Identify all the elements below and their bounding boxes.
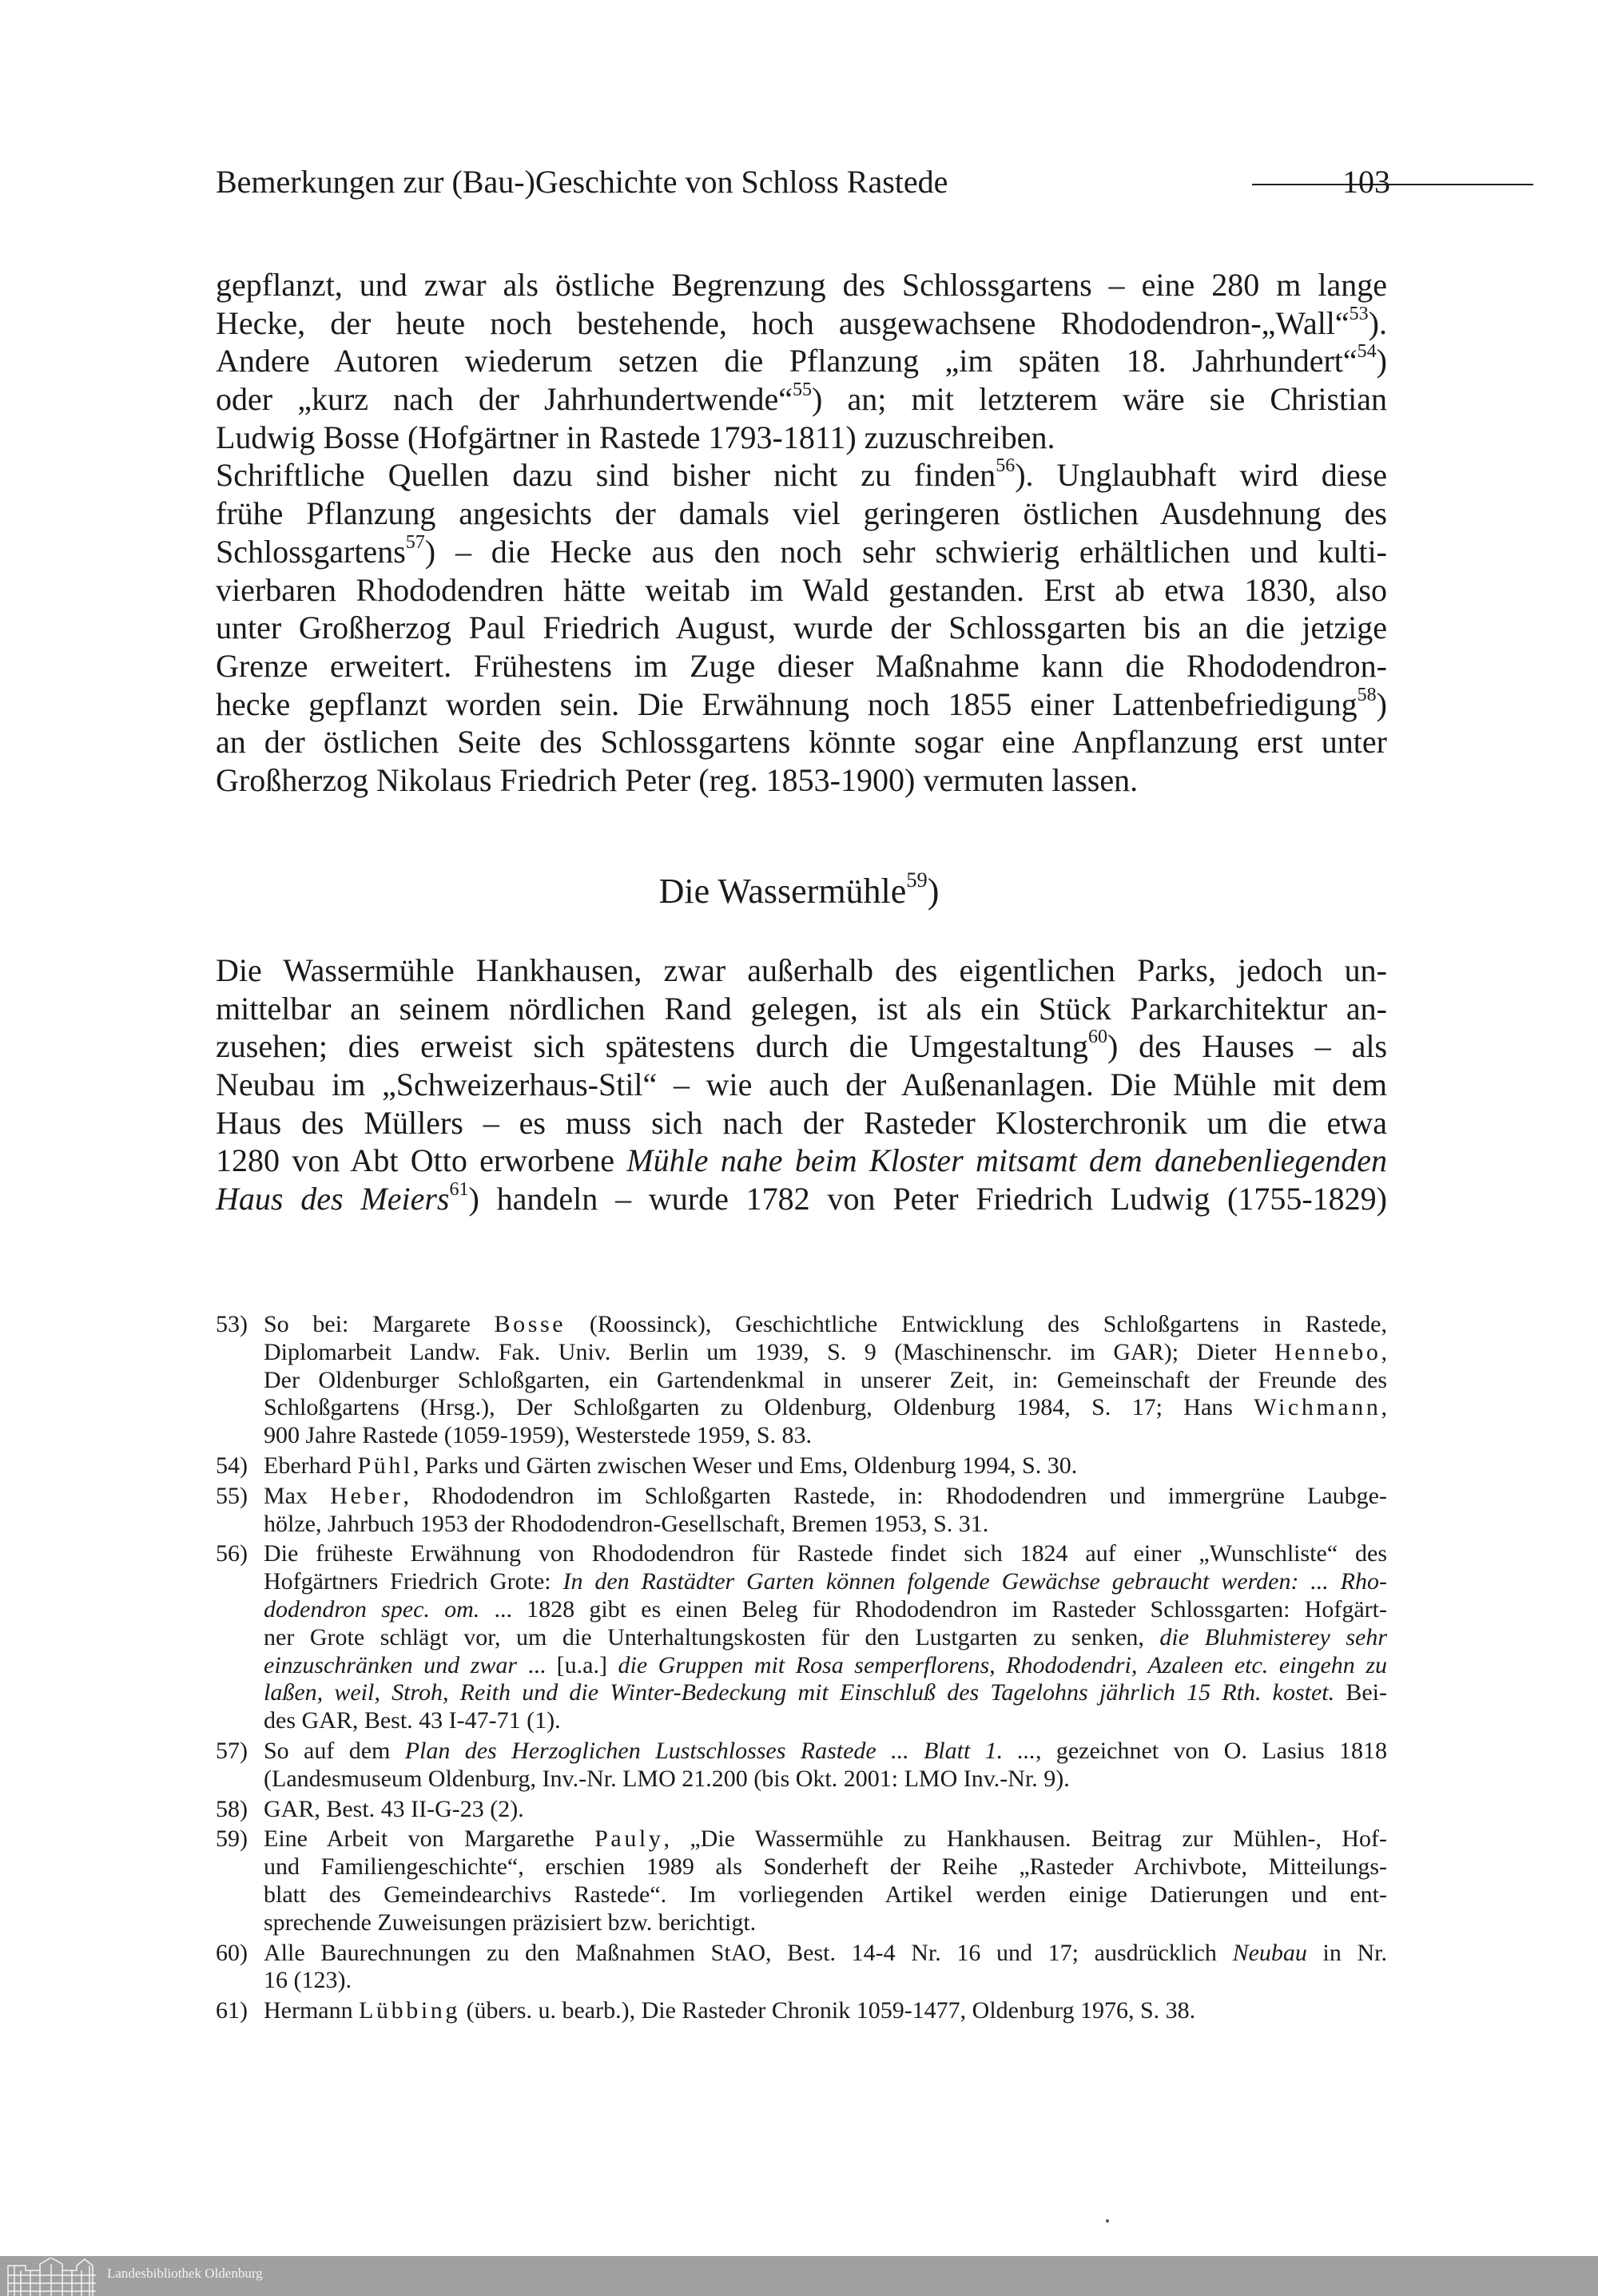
text-line (264, 1540, 1387, 1568)
text-line (264, 1652, 1387, 1680)
text: ... 1828 gibt es einen Beleg für Rhododendron im Rasteder Schlossgarten: Hofgärt- (479, 1595, 1387, 1623)
footnote-ref[interactable]: 61 (449, 1179, 469, 1201)
text: 1280 von Abt Otto erworbene (216, 1142, 627, 1179)
text: Max (264, 1482, 331, 1509)
text: gepflanzt, und zwar als östliche Begrenzung des Schlossgartens – eine 280 m lange (216, 267, 1387, 303)
text-line (264, 1853, 1387, 1881)
text: ) (1376, 685, 1387, 722)
text: ... [u.a.] (517, 1651, 618, 1678)
text-line (216, 609, 1387, 647)
text-line (264, 1707, 1387, 1735)
text-line (264, 1483, 1387, 1511)
text-line (216, 761, 1387, 800)
italic-text: In den Rastädter Garten können folgende Gewächse gebraucht werden: ... Rho- (562, 1568, 1387, 1595)
text: ) (1376, 343, 1387, 379)
footnote-ref[interactable]: 55 (793, 379, 813, 401)
text: ) des Hauses – als (1107, 1028, 1388, 1065)
author-name: Hennebo (1274, 1338, 1381, 1365)
header-rule (1252, 184, 1533, 185)
text-line (216, 990, 1387, 1028)
text: (übers. u. bearb.), Die Rasteder Chronik 1059-1477, Oldenburg 1976, S. 38. (460, 1997, 1196, 2024)
footnote-number: 60) (216, 1939, 248, 1966)
section-heading-text: Die Wassermühle (658, 872, 907, 911)
footnotes (216, 1311, 1387, 2028)
text: oder „kurz nach der Jahrhundertwende“ (216, 381, 793, 418)
text: Hofgärtners Friedrich Grote: (264, 1568, 563, 1595)
footnote (216, 1796, 1387, 1824)
italic-text: laßen, weil, Stroh, Reith und die Winter-Bedeckung mit Einschluß des Tagelohns jährlich 15 Rth. kostet. (264, 1679, 1335, 1706)
text-line (264, 1339, 1387, 1367)
text: , Rhododendron im Schloßgarten Rastede, in: Rhododendren und immergrüne Laubge- (403, 1482, 1387, 1509)
text: und Familiengeschichte“, erschien 1989 als Sonderheft der Reihe „Rasteder Archivbote, Mitteilungs- (264, 1853, 1387, 1881)
footnote (216, 1738, 1387, 1794)
running-header (216, 160, 1390, 205)
author-name: Pühl (357, 1452, 413, 1479)
text: 900 Jahre Rastede (1059-1959), Westerstede 1959, S. 83. (264, 1422, 813, 1449)
text: ). Unglaubhaft wird diese (1015, 457, 1387, 494)
text: vierbaren Rhododendren hätte weitab im Wald gestanden. Erst ab etwa 1830, also (216, 571, 1387, 608)
text-line (216, 380, 1387, 419)
text: Ludwig Bosse (Hofgärtner in Rastede 1793-1811) zuzuschreiben. (216, 419, 1055, 455)
footnote-ref[interactable]: 58 (1357, 684, 1377, 705)
text-line (264, 1452, 1387, 1480)
text: zusehen; dies erweist sich spätestens durch die Umgestaltung (216, 1028, 1088, 1065)
text: Diplomarbeit Landw. Fak. Univ. Berlin um 1939, S. 9 (Maschinenschr. im GAR); Dieter (264, 1338, 1274, 1365)
body-paragraph-1 (216, 266, 1387, 800)
text: Alle Baurechnungen zu den Maßnahmen StAO, Best. 14-4 Nr. 16 und 17; ausdrücklich (264, 1939, 1233, 1966)
text: So auf dem (264, 1737, 405, 1764)
footnote-number: 53) (216, 1311, 248, 1337)
author-name: Pauly (594, 1825, 664, 1853)
text: Schloßgartens (Hrsg.), Der Schloßgarten zu Oldenburg, Oldenburg 1984, S. 17; Hans (264, 1394, 1254, 1421)
text-line (264, 1568, 1387, 1596)
text: GAR, Best. 43 II-G-23 (2). (264, 1795, 524, 1822)
text: Der Oldenburger Schloßgarten, ein Gartendenkmal in unserer Zeit, in: Gemeinschaft der Freunde des (264, 1366, 1387, 1393)
author-name: Bosse (494, 1311, 566, 1337)
text: (Landesmuseum Oldenburg, Inv.-Nr. LMO 21.200 (bis Okt. 2001: LMO Inv.-Nr. 9). (264, 1765, 1070, 1792)
footnote (216, 1311, 1387, 1450)
text: (Roossinck), Geschichtliche Entwicklung des Schloßgartens in Rastede, (566, 1311, 1387, 1337)
text-line (264, 1967, 1387, 1995)
text-line (216, 571, 1387, 610)
text-line (216, 456, 1387, 495)
text-line (216, 266, 1387, 304)
footnote-number: 59) (216, 1825, 248, 1853)
text-line (216, 419, 1387, 457)
text: 16 (123). (264, 1967, 352, 1994)
text: , „Die Wassermühle zu Hankhausen. Beitrag zur Mühlen-, Hof- (663, 1825, 1387, 1853)
text: an der östlichen Seite des Schlossgartens könnte sogar eine Anpflanzung erst unter (216, 724, 1387, 761)
text-line (264, 1511, 1387, 1539)
text: frühe Pflanzung angesichts der damals viel geringeren östlichen Ausdehnung des (216, 495, 1387, 532)
text-line (264, 1997, 1387, 2025)
text-line (264, 1596, 1387, 1624)
text-line (264, 1766, 1387, 1794)
italic-text: Mühle nahe beim Kloster mitsamt dem danebenliegenden (626, 1142, 1387, 1179)
footnote (216, 1483, 1387, 1539)
text: ) – die Hecke aus den noch sehr schwierig erhältlichen und kulti- (424, 533, 1387, 570)
text-line (216, 533, 1387, 571)
footnote-ref[interactable]: 53 (1349, 303, 1369, 324)
text: unter Großherzog Paul Friedrich August, wurde der Schlossgarten bis an die jetzige (216, 610, 1387, 646)
text: Grenze erweitert. Frühestens im Zuge dieser Maßnahme kann die Rhododendron- (216, 647, 1387, 684)
text-line (216, 495, 1387, 533)
footnote-ref[interactable]: 54 (1357, 341, 1377, 363)
speck (1106, 2219, 1109, 2223)
text: , Parks und Gärten zwischen Weser und Ems, Oldenburg 1994, S. 30. (412, 1452, 1078, 1479)
text-line (216, 1142, 1387, 1180)
footnote (216, 1997, 1387, 2025)
author-name: Heber (330, 1482, 403, 1509)
text-line (264, 1796, 1387, 1824)
footnote-number: 54) (216, 1452, 248, 1479)
text-line (264, 1738, 1387, 1766)
text-line (264, 1679, 1387, 1707)
text-line (216, 1180, 1387, 1218)
text-line (264, 1422, 1387, 1450)
running-title: Bemerkungen zur (Bau-)Geschichte von Schloss Rastede (216, 164, 948, 200)
italic-text: einzuschränken und zwar (264, 1651, 518, 1678)
body-paragraph-2 (216, 951, 1387, 1218)
text: ner Grote schlägt vor, um die Unterhaltungskosten für den Lustgarten zu senken, (264, 1623, 1160, 1650)
text-line (216, 647, 1387, 685)
text: Die Wassermühle Hankhausen, zwar außerhalb des eigentlichen Parks, jedoch un- (216, 952, 1387, 988)
text: Bei- (1334, 1679, 1388, 1706)
footnote (216, 1540, 1387, 1735)
text-line (264, 1940, 1387, 1968)
text: ) handeln – wurde 1782 von Peter Friedrich Ludwig (1755-1829) (468, 1181, 1387, 1218)
text-line (216, 1104, 1387, 1142)
text-line (264, 1367, 1387, 1395)
library-building-icon (6, 2258, 98, 2296)
text: Schlossgartens (216, 533, 406, 570)
italic-text: Plan des Herzoglichen Lustschlosses Rastede ... Blatt 1. ... (404, 1737, 1036, 1764)
italic-text: die Bluhmisterey sehr (1159, 1623, 1387, 1650)
text: ) an; mit letzterem wäre sie Christian (812, 381, 1387, 418)
text: Schriftliche Quellen dazu sind bisher nicht zu finden (216, 457, 996, 494)
footnote-number: 55) (216, 1482, 248, 1509)
footnote-ref[interactable]: 60 (1087, 1027, 1107, 1048)
footnote-number: 58) (216, 1795, 248, 1822)
text-line (264, 1825, 1387, 1853)
section-heading-close: ) (927, 872, 940, 911)
author-name: Lübbing (359, 1997, 460, 2024)
text: des GAR, Best. 43 I-47-71 (1). (264, 1707, 561, 1734)
italic-text: Haus des Meiers (216, 1181, 450, 1218)
footnote-ref[interactable]: 57 (405, 531, 425, 553)
text-line (264, 1881, 1387, 1909)
text: Hermann (264, 1997, 360, 2024)
footnote-number: 56) (216, 1540, 248, 1567)
text: Eberhard (264, 1452, 358, 1479)
text-line (264, 1311, 1387, 1339)
text-line (264, 1624, 1387, 1652)
library-name: Landesbibliothek Oldenburg (107, 2266, 263, 2281)
text: , (1381, 1394, 1387, 1421)
text-line (264, 1394, 1387, 1422)
footnote (216, 1825, 1387, 1937)
text-line (216, 342, 1387, 380)
text: blatt des Gemeindearchivs Rastede“. Im vorliegenden Artikel werden einige Datierungen und ent- (264, 1881, 1387, 1908)
footnote-ref[interactable]: 59 (906, 868, 928, 892)
text: sprechende Zuweisungen präzisiert bzw. berichtigt. (264, 1909, 757, 1936)
text: mittelbar an seinem nördlichen Rand gelegen, ist als ein Stück Parkarchitektur an- (216, 990, 1387, 1027)
text: Haus des Müllers – es muss sich nach der Rasteder Klosterchronik um die etwa (216, 1104, 1387, 1141)
text-line (264, 1909, 1387, 1937)
text: Neubau im „Schweizerhaus-Stil“ – wie auch der Außenanlagen. Die Mühle mit dem (216, 1067, 1387, 1103)
footnote (216, 1940, 1387, 1996)
text-line (216, 1066, 1387, 1104)
footnote-number: 61) (216, 1997, 248, 2024)
footnote (216, 1452, 1387, 1480)
text: , gezeichnet von O. Lasius 1818 (1036, 1737, 1388, 1764)
text: in Nr. (1306, 1939, 1387, 1966)
text: Eine Arbeit von Margarethe (264, 1825, 595, 1853)
text: Hecke, der heute noch bestehende, hoch ausgewachsene Rhododendron-„Wall“ (216, 304, 1350, 341)
text: Die früheste Erwähnung von Rhododendron für Rastede findet sich 1824 auf einer „Wunschliste“ des (264, 1540, 1387, 1567)
text: hölze, Jahrbuch 1953 der Rhododendron-Gesellschaft, Bremen 1953, S. 31. (264, 1510, 989, 1537)
italic-text: dodendron spec. om. (264, 1595, 480, 1623)
text-line (216, 723, 1387, 761)
text-line (216, 1027, 1387, 1066)
section-heading (0, 869, 1598, 914)
author-name: Wichmann (1254, 1394, 1381, 1421)
text-line (216, 951, 1387, 990)
italic-text: die Gruppen mit Rosa semperflorens, Rhododendri, Azaleen etc. eingehn zu (618, 1651, 1388, 1678)
page-number: 103 (1342, 164, 1390, 200)
text: , (1381, 1338, 1387, 1365)
text: ). (1368, 304, 1387, 341)
text: Großherzog Nikolaus Friedrich Peter (reg. 1853-1900) vermuten lassen. (216, 761, 1139, 798)
text-line (216, 304, 1387, 343)
footnote-number: 57) (216, 1737, 248, 1764)
italic-text: Neubau (1232, 1939, 1307, 1966)
text: hecke gepflanzt worden sein. Die Erwähnung noch 1855 einer Lattenbefriedigung (216, 685, 1358, 722)
footnote-ref[interactable]: 56 (996, 455, 1016, 477)
library-footer-bar (0, 2256, 1598, 2296)
text: So bei: Margarete (264, 1311, 495, 1337)
text-line (216, 685, 1387, 724)
text: Andere Autoren wiederum setzen die Pflanzung „im späten 18. Jahrhundert“ (216, 343, 1358, 379)
